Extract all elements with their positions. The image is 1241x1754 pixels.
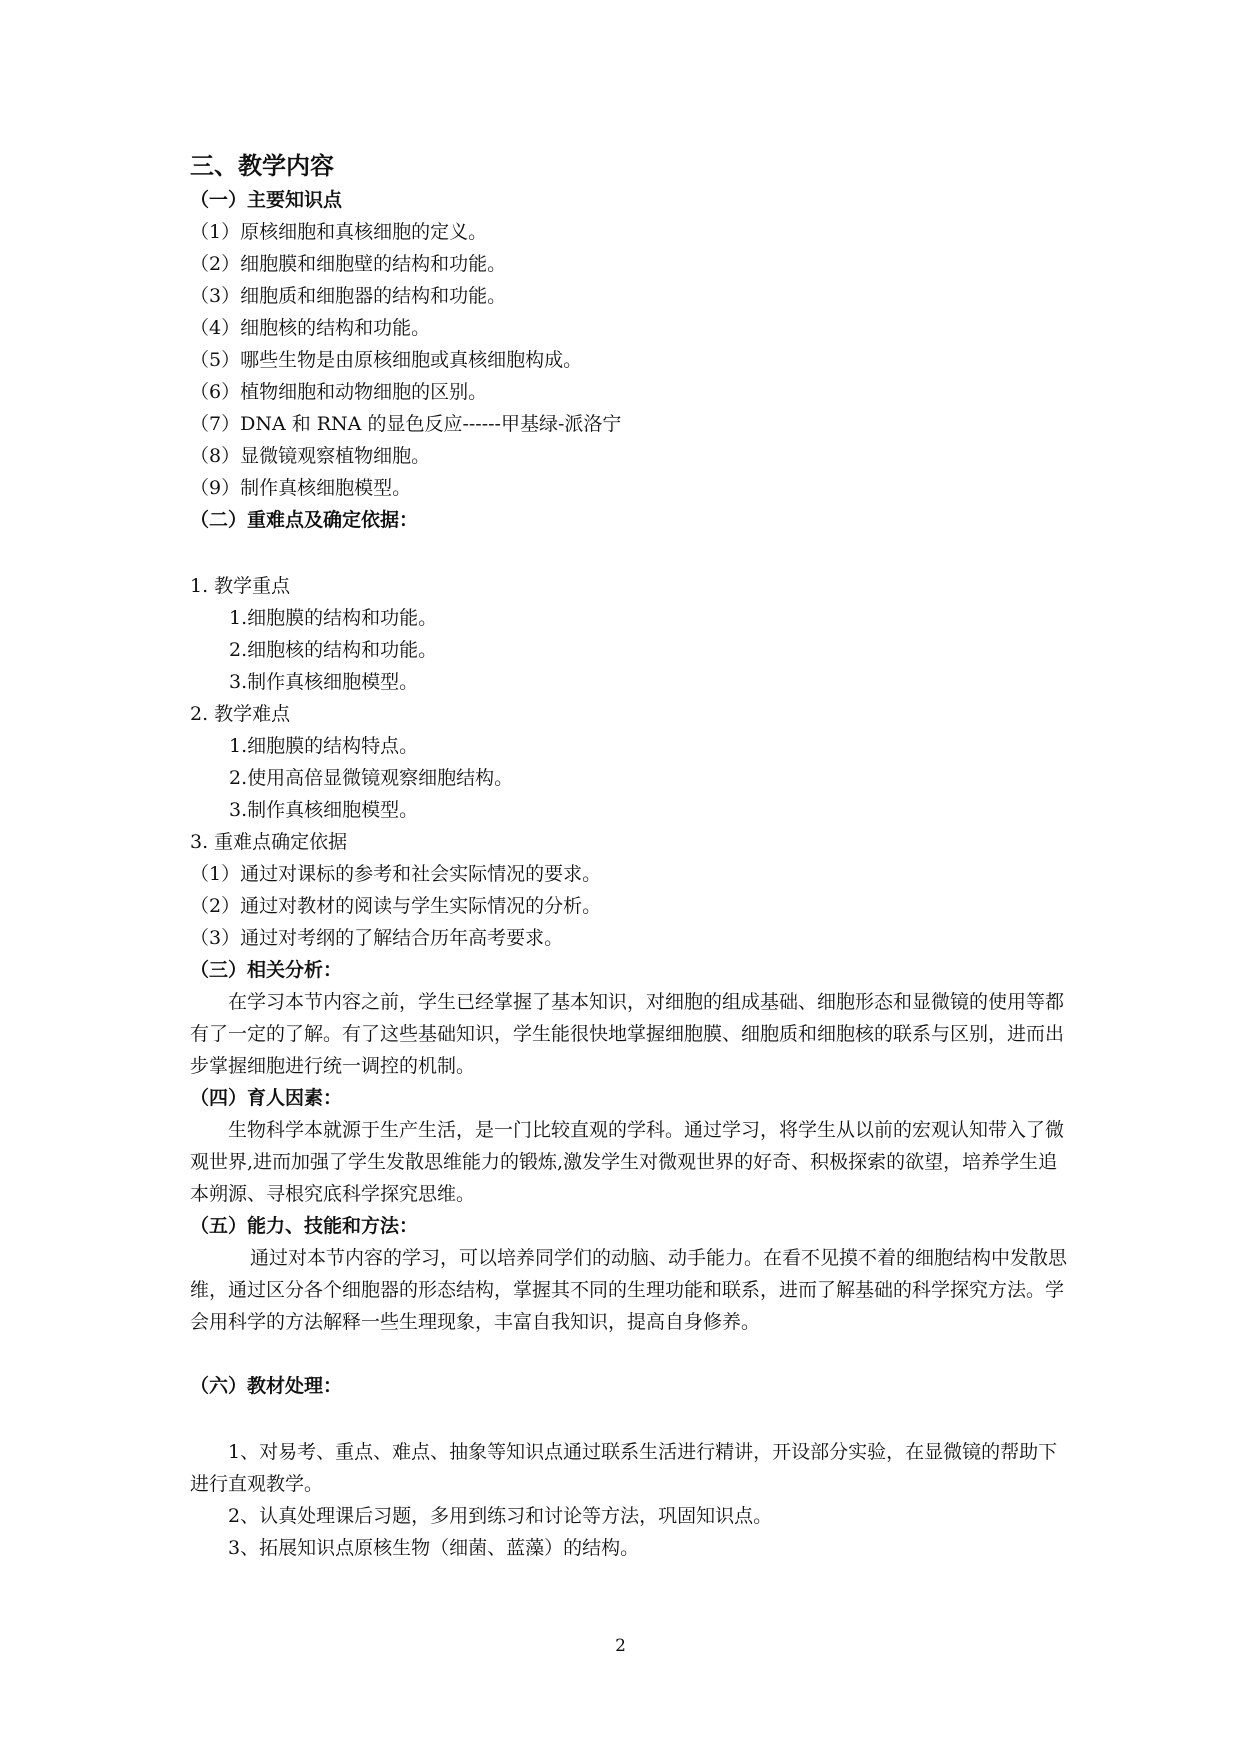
main-point-item: （5）哪些生物是由原核细胞或真核细胞构成。 [190, 349, 583, 371]
page-number: 2 [615, 1636, 626, 1656]
difficulty-item: 1.细胞膜的结构特点。 [229, 735, 419, 757]
analysis-paragraph: 在学习本节内容之前，学生已经掌握了基本知识，对细胞的组成基础、细胞形态和显微镜的使用等都有了一定的了解。有了这些基础知识，学生能很快地掌握细胞膜、细胞质和细胞核的联系与区别，进而出步掌握细胞进行统一调控的机制。 [190, 991, 1065, 1077]
main-point-item: （3）细胞质和细胞器的结构和功能。 [190, 285, 507, 307]
material-item: 1、对易考、重点、难点、抽象等知识点通过联系生活进行精讲，开设部分实验，在显微镜的帮助下进行直观教学。 [190, 1441, 1058, 1495]
heading-key-points: （二）重难点及确定依据： [190, 509, 419, 531]
material-item: 3、拓展知识点原核生物（细菌、蓝藻）的结构。 [228, 1537, 640, 1559]
heading-material: （六）教材处理： [190, 1375, 343, 1397]
main-point-item: （9）制作真核细胞模型。 [190, 477, 412, 499]
key-item: 1.细胞膜的结构和功能。 [229, 607, 438, 629]
material-item: 2、认真处理课后习题，多用到练习和讨论等方法，巩固知识点。 [228, 1505, 773, 1527]
basis-item: （2）通过对教材的阅读与学生实际情况的分析。 [190, 895, 602, 917]
heading-education: （四）育人因素： [190, 1087, 343, 1109]
basis-heading: 3. 重难点确定依据 [190, 831, 348, 853]
key-item: 2.细胞核的结构和功能。 [229, 639, 438, 661]
difficulty-item: 2.使用高倍显微镜观察细胞结构。 [229, 767, 514, 789]
main-point-item: （7）DNA 和 RNA 的显色反应------甲基绿-派洛宁 [190, 413, 622, 435]
difficulty-heading: 2. 教学难点 [190, 703, 291, 725]
basis-item: （3）通过对考纲的了解结合历年高考要求。 [190, 927, 564, 949]
education-paragraph: 生物科学本就源于生产生活，是一门比较直观的学科。通过学习，将学生从以前的宏观认知带入了微观世界,进而加强了学生发散思维能力的锻炼,激发学生对微观世界的好奇、积极探索的欲望，培养学生追本朔源、寻根究底科学探究思维。 [190, 1119, 1065, 1205]
key-item: 3.制作真核细胞模型。 [229, 671, 419, 693]
main-point-item: （4）细胞核的结构和功能。 [190, 317, 431, 339]
difficulty-item: 3.制作真核细胞模型。 [229, 799, 419, 821]
main-point-item: （2）细胞膜和细胞壁的结构和功能。 [190, 253, 507, 275]
key-heading: 1. 教学重点 [190, 575, 291, 597]
section-title: 三、教学内容 [190, 151, 334, 180]
main-point-item: （8）显微镜观察植物细胞。 [190, 445, 431, 467]
heading-analysis: （三）相关分析： [190, 959, 343, 981]
ability-paragraph: 通过对本节内容的学习，可以培养同学们的动脑、动手能力。在看不见摸不着的细胞结构中发散思维，通过区分各个细胞器的形态结构，掌握其不同的生理功能和联系，进而了解基础的科学探究方法。学会用科学的方法解释一些生理现象，丰富自我知识，提高自身修养。 [190, 1247, 1068, 1333]
heading-ability: （五）能力、技能和方法： [190, 1215, 419, 1237]
heading-main-points: （一）主要知识点 [190, 189, 343, 211]
basis-item: （1）通过对课标的参考和社会实际情况的要求。 [190, 863, 602, 885]
main-point-item: （1）原核细胞和真核细胞的定义。 [190, 221, 488, 243]
main-point-item: （6）植物细胞和动物细胞的区别。 [190, 381, 488, 403]
